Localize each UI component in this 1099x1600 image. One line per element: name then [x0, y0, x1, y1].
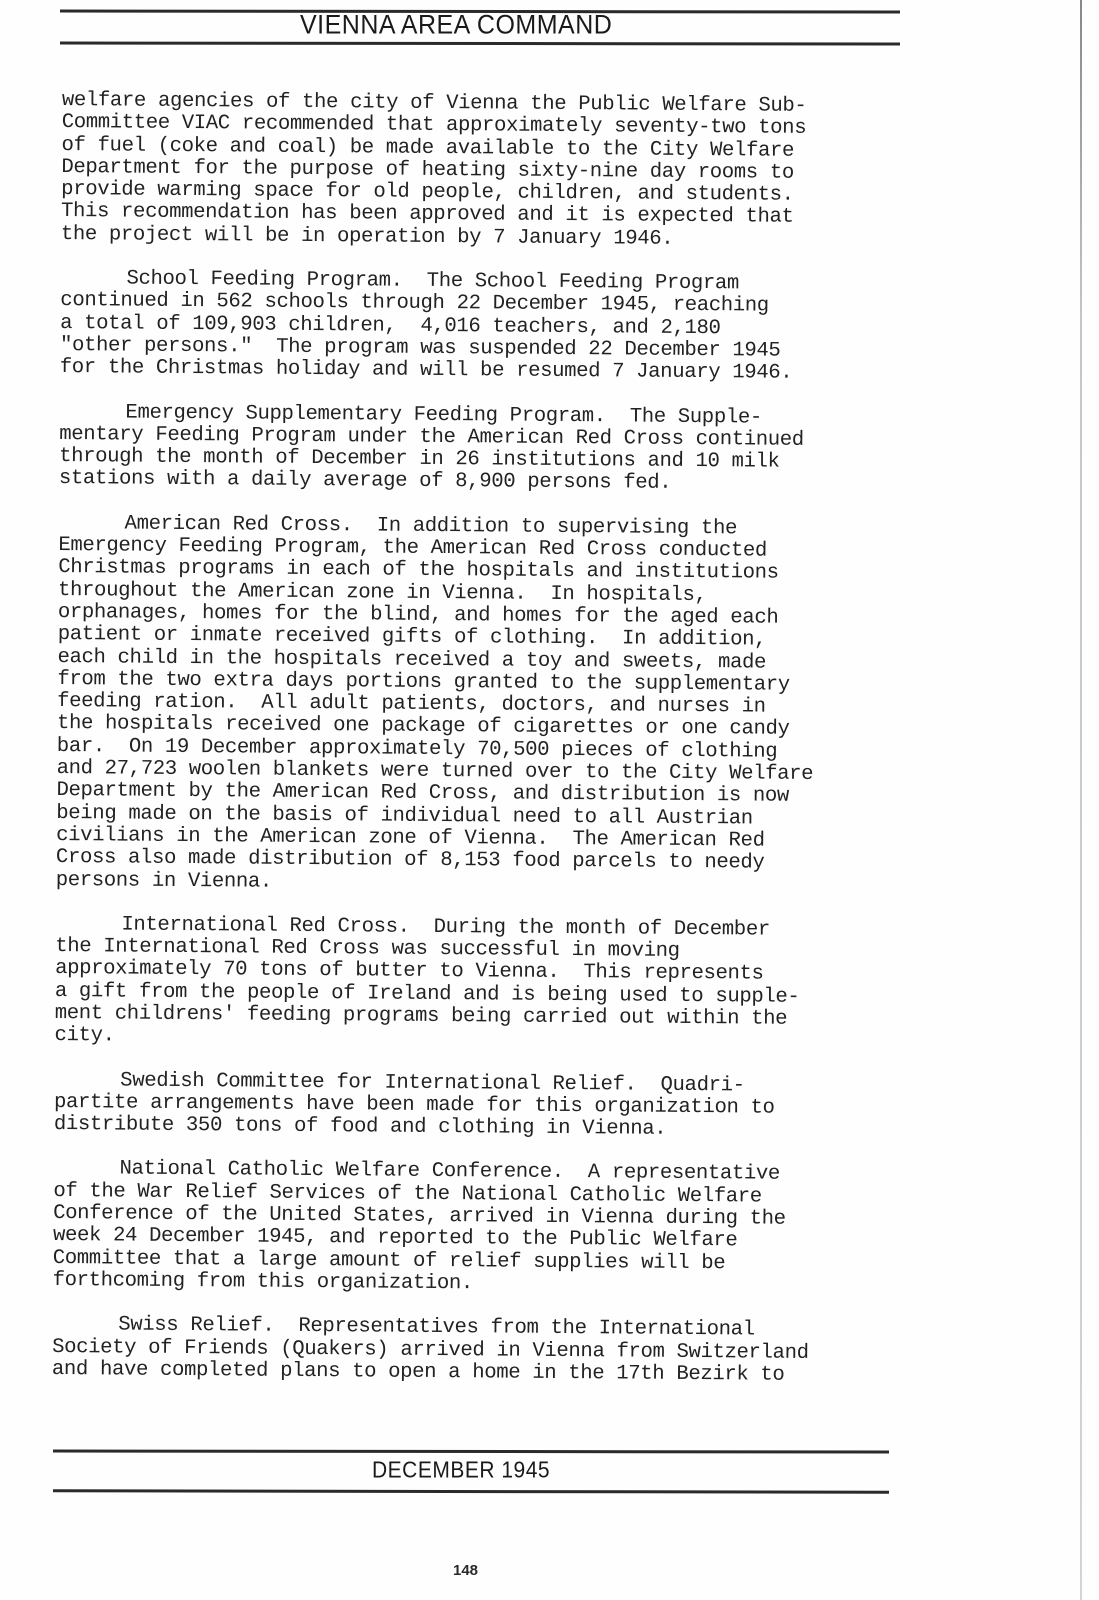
text-line: International Red Cross. During the month of December	[121, 913, 770, 942]
text-line: Society of Friends (Quakers) arrived in Vienna from Switzerland	[52, 1335, 809, 1365]
paragraph-emergency-supplementary-feeding	[59, 402, 940, 498]
text-line: orphanages, homes for the blind, and homes for the aged each	[57, 600, 779, 630]
paragraph-american-red-cross	[56, 513, 939, 899]
text-line: This recommendation has been approved and it is expected that	[60, 200, 794, 230]
text-line: Emergency Supplementary Feeding Program. The Supple-	[125, 401, 762, 430]
text-line: approximately 70 tons of butter to Vienna. This represents	[55, 957, 764, 986]
text-line: city.	[54, 1024, 115, 1048]
text-line: patient or inmate received gifts of clothing. In addition,	[57, 623, 767, 652]
paragraph-international-red-cross	[54, 914, 935, 1055]
text-line: of fuel (coke and coal) be made available to the City Welfare	[61, 133, 795, 163]
page-footer-date: DECEMBER 1945	[372, 1458, 551, 1483]
text-line: persons in Vienna.	[55, 868, 273, 894]
text-line: partite arrangements have been made for this organization to	[53, 1090, 775, 1120]
text-line: Department by the American Red Cross, and distribution is now	[56, 779, 790, 809]
footer-rule-bottom	[53, 1489, 889, 1493]
text-line: a gift from the people of Ireland and is being used to supple-	[54, 979, 800, 1009]
text-line: stations with a daily average of 8,900 persons fed.	[58, 467, 672, 496]
paragraph-swedish-committee	[54, 1070, 934, 1144]
text-line: Emergency Feeding Program, the American Red Cross conducted	[58, 534, 767, 563]
text-line: "other persons." The program was suspended 22 December 1945	[59, 333, 781, 363]
text-line: each child in the hospitals received a toy and sweets, made	[57, 645, 767, 675]
page-edge-shadow	[1080, 0, 1082, 1600]
text-line: forthcoming from this organization.	[52, 1268, 474, 1296]
text-line: from the two extra days portions granted to the supplementary	[57, 667, 790, 697]
paragraph-swiss-relief	[52, 1314, 932, 1388]
text-line: of the War Relief Services of the National Catholic Welfare	[53, 1179, 762, 1209]
page-number: 148	[453, 1562, 479, 1579]
text-line: throughout the American zone in Vienna. In hospitals,	[57, 578, 707, 607]
text-line: civilians in the American zone of Vienna. The American Red	[56, 823, 765, 853]
text-line: National Catholic Welfare Conference. A representative	[119, 1157, 781, 1187]
text-line: the International Red Cross was successful in moving	[55, 935, 680, 963]
text-line: Swedish Committee for International Relief. Quadri-	[120, 1069, 745, 1097]
text-line: mentary Feeding Program under the American Red Cross continued	[59, 422, 804, 452]
text-line: through the month of December in 26 institutions and 10 milk	[59, 445, 780, 474]
text-line: School Feeding Program. The School Feeding Program	[126, 267, 740, 296]
text-line: American Red Cross. In addition to supervising the	[124, 512, 738, 541]
text-line: continued in 562 schools through 22 December 1945, reaching	[60, 289, 769, 318]
text-line: week 24 December 1945, and reported to the Public Welfare	[52, 1224, 738, 1253]
body-text	[52, 90, 942, 1410]
text-line: being made on the basis of individual need to all Austrian	[56, 801, 753, 831]
text-line: Christmas programs in each of the hospitals and institutions	[58, 556, 779, 585]
text-line: for the Christmas holiday and will be resumed 7 January 1946.	[59, 356, 793, 386]
text-line: Conference of the United States, arrived in Vienna during the	[53, 1202, 786, 1231]
text-line: Cross also made distribution of 8,153 food parcels to needy	[55, 846, 765, 875]
text-line: distribute 350 tons of food and clothing in Vienna.	[53, 1113, 667, 1141]
text-line: Department for the purpose of heating sixty-nine day rooms to	[61, 155, 794, 185]
text-line: Committee VIAC recommended that approximately seventy-two tons	[61, 111, 807, 141]
text-line: feeding ration. All adult patients, doctors, and nurses in	[57, 690, 766, 719]
text-line: and have completed plans to open a home in the 17th Bezirk to	[51, 1357, 785, 1387]
text-line: Committee that a large amount of relief supplies will be	[52, 1246, 726, 1275]
header-rule-bottom	[60, 41, 900, 45]
paragraph-school-feeding	[60, 268, 941, 386]
paragraph-national-catholic-welfare	[53, 1158, 934, 1299]
text-line: welfare agencies of the city of Vienna the Public Welfare Sub-	[61, 89, 807, 118]
text-line: ment childrens' feeding programs being carried out within the	[54, 1001, 788, 1031]
text-line: provide warming space for old people, children, and students.	[61, 178, 794, 207]
text-line: Swiss Relief. Representatives from the International	[118, 1313, 755, 1342]
footer-rule-top	[53, 1449, 889, 1453]
text-line: bar. On 19 December approximately 70,500 pieces of clothing	[56, 734, 778, 764]
page-header-title: VIENNA AREA COMMAND	[300, 9, 613, 41]
text-line: the hospitals received one package of cigarettes or one candy	[56, 712, 790, 742]
text-line: the project will be in operation by 7 January 1946.	[60, 222, 674, 251]
paragraph-fuel-welfare	[61, 90, 942, 253]
text-line: and 27,723 woolen blankets were turned over to the City Welfare	[56, 756, 814, 786]
text-line: a total of 109,903 children, 4,016 teachers, and 2,180	[60, 311, 721, 340]
